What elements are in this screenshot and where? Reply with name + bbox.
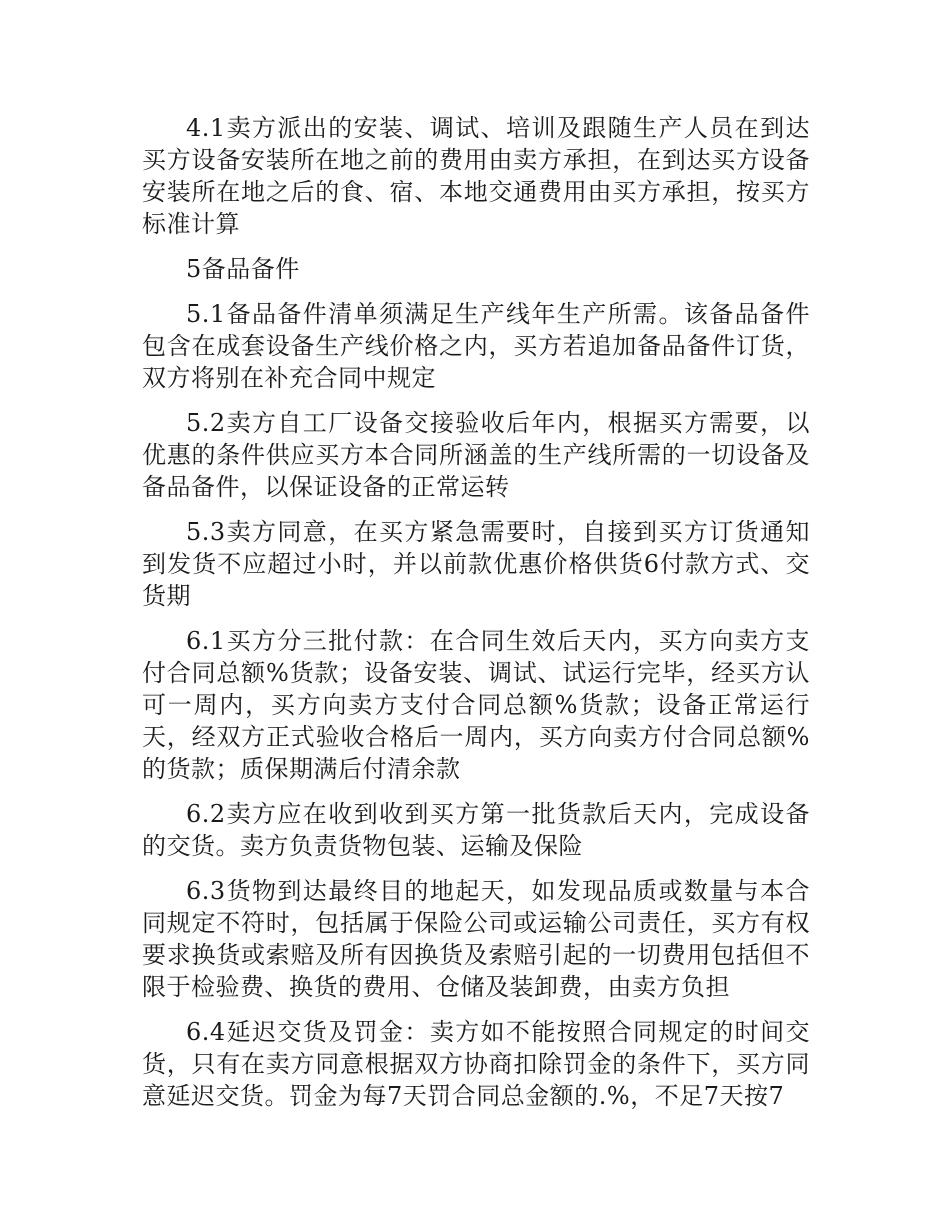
section-heading-5: 5备品备件	[186, 255, 300, 283]
paragraph-5-3: 5.3卖方同意，在买方紧急需要时，自接到买方订货通知到发货不应超过小时，并以前款优惠价格供货6付款方式、交货期	[142, 518, 810, 610]
paragraph-6-1: 6.1买方分三批付款：在合同生效后天内，买方向卖方支付合同总额%货款；设备安装、调试、试运行完毕，经买方认可一周内，买方向卖方支付合同总额%货款；设备正常运行天，经双方正式验收合格后一周内，买方向卖方付合同总额%的货款；质保期满后付清余款	[142, 627, 810, 783]
paragraph-4-1: 4.1卖方派出的安装、调试、培训及跟随生产人员在到达买方设备安装所在地之前的费用由卖方承担，在到达买方设备安装所在地之后的食、宿、本地交通费用由买方承担，按买方标准计算	[142, 114, 810, 238]
paragraph-6-2: 6.2卖方应在收到收到买方第一批货款后天内，完成设备的交货。卖方负责货物包装、运输及保险	[142, 800, 810, 860]
paragraph-6-4: 6.4延迟交货及罚金：卖方如不能按照合同规定的时间交货，只有在卖方同意根据双方协商扣除罚金的条件下，买方同意延迟交货。罚金为每7天罚合同总金额的.%，不足7天按7	[142, 1018, 810, 1110]
paragraph-5-2: 5.2卖方自工厂设备交接验收后年内，根据买方需要，以优惠的条件供应买方本合同所涵盖的生产线所需的一切设备及备品备件，以保证设备的正常运转	[142, 409, 810, 501]
paragraph-6-3: 6.3货物到达最终目的地起天，如发现品质或数量与本合同规定不符时，包括属于保险公司或运输公司责任，买方有权要求换货或索赔及所有因换货及索赔引起的一切费用包括但不限于检验费、换货的费用、仓储及装卸费，由卖方负担	[142, 877, 810, 1001]
paragraph-5-1: 5.1备品备件清单须满足生产线年生产所需。该备品备件包含在成套设备生产线价格之内，买方若追加备品备件订货，双方将别在补充合同中规定	[142, 300, 810, 392]
document-body	[142, 112, 810, 1125]
